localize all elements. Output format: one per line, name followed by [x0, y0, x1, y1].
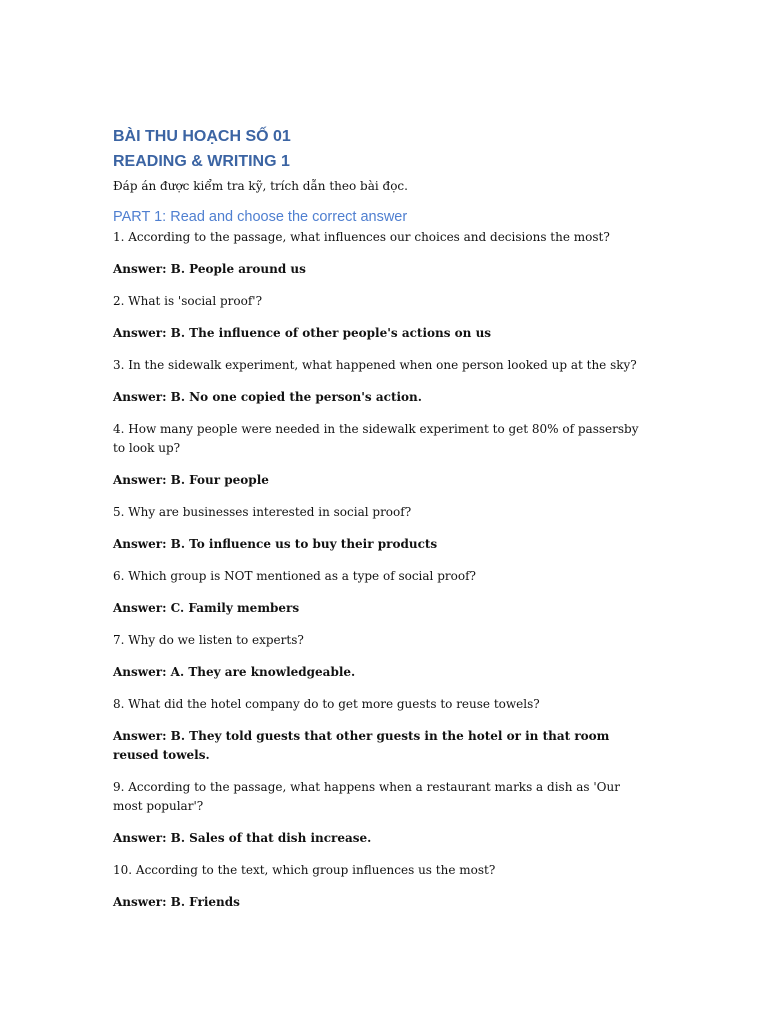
answer-text: Answer: B. People around us — [113, 262, 306, 276]
qa-item-1 — [113, 228, 643, 279]
answer-text: Answer: A. They are knowledgeable. — [113, 665, 356, 679]
qa-item-9 — [113, 778, 643, 848]
qa-item-8 — [113, 695, 643, 765]
answer-text: Answer: B. The influence of other people's actions on us — [113, 326, 492, 340]
question-text: 2. What is 'social proof'? — [113, 294, 263, 308]
answer-text: Answer: C. Family members — [113, 601, 300, 615]
document-content — [113, 124, 643, 925]
qa-item-10 — [113, 861, 643, 912]
question-text: 4. How many people were needed in the sidewalk experiment to get 80% of passersby to look up? — [113, 422, 639, 455]
document-title-line-1: BÀI THU HOẠCH SỐ 01 — [113, 128, 291, 145]
qa-item-6 — [113, 567, 643, 618]
answer-text: Answer: B. Sales of that dish increase. — [113, 831, 372, 845]
question-text: 5. Why are businesses interested in social proof? — [113, 505, 412, 519]
question-answer-list — [113, 228, 643, 912]
answer-text: Answer: B. They told guests that other guests in the hotel or in that room reused towels. — [113, 729, 610, 762]
answer-text: Answer: B. No one copied the person's action. — [113, 390, 422, 404]
question-text: 9. According to the passage, what happens when a restaurant marks a dish as 'Our most popular'? — [113, 780, 620, 813]
qa-item-7 — [113, 631, 643, 682]
answer-text: Answer: B. Four people — [113, 473, 269, 487]
question-text: 3. In the sidewalk experiment, what happened when one person looked up at the sky? — [113, 358, 637, 372]
qa-item-4 — [113, 420, 643, 490]
question-text: 10. According to the text, which group influences us the most? — [113, 863, 496, 877]
question-text: 6. Which group is NOT mentioned as a type of social proof? — [113, 569, 476, 583]
document-subtitle: Đáp án được kiểm tra kỹ, trích dẫn theo bài đọc. — [113, 179, 408, 193]
answer-text: Answer: B. Friends — [113, 895, 240, 909]
document-title-line-2: READING & WRITING 1 — [113, 153, 290, 170]
question-text: 7. Why do we listen to experts? — [113, 633, 304, 647]
part-heading: PART 1: Read and choose the correct answer — [113, 209, 408, 225]
qa-item-2 — [113, 292, 643, 343]
answer-text: Answer: B. To influence us to buy their products — [113, 537, 438, 551]
qa-item-5 — [113, 503, 643, 554]
question-text: 8. What did the hotel company do to get more guests to reuse towels? — [113, 697, 540, 711]
question-text: 1. According to the passage, what influences our choices and decisions the most? — [113, 230, 610, 244]
qa-item-3 — [113, 356, 643, 407]
